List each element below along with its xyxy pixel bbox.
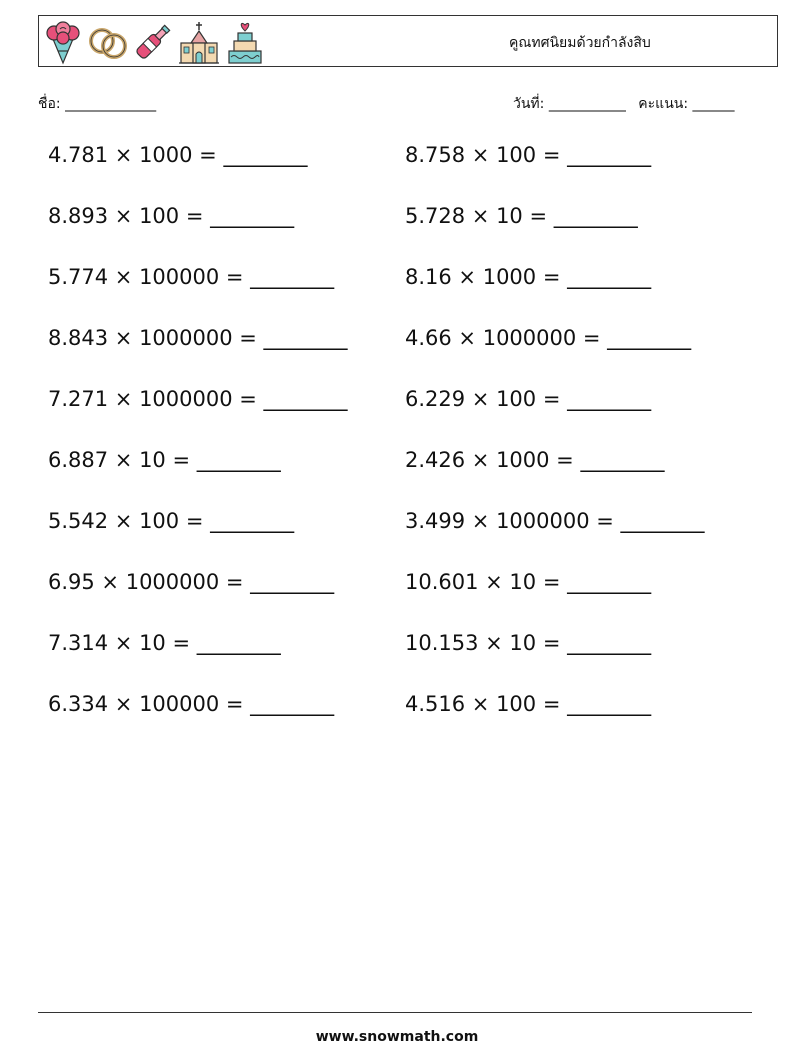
footer-website: www.snowmath.com <box>315 1029 479 1045</box>
problem-grid <box>48 143 748 753</box>
bouquet-icon <box>43 19 83 65</box>
problem-item: 3.499 × 1000000 = ________ <box>405 509 705 533</box>
problem-item: 4.781 × 1000 = ________ <box>48 143 308 167</box>
problem-item: 6.334 × 100000 = ________ <box>48 692 335 716</box>
name-field: ชื่อ: _____________ <box>38 96 157 112</box>
footer-divider <box>38 1012 752 1013</box>
problem-item: 10.601 × 10 = ________ <box>405 570 652 594</box>
problem-row <box>48 448 748 509</box>
wedding-cake-icon <box>225 19 265 65</box>
problem-item: 7.271 × 1000000 = ________ <box>48 387 348 411</box>
problem-row <box>48 326 748 387</box>
problem-item: 8.758 × 100 = ________ <box>405 143 652 167</box>
score-field: คะแนน: ______ <box>638 96 735 112</box>
worksheet-title: คูณทศนิยมด้วยกำลังสิบ <box>509 35 651 51</box>
problem-row <box>48 143 748 204</box>
worksheet-header <box>38 15 778 67</box>
problem-item: 8.893 × 100 = ________ <box>48 204 295 228</box>
problem-item: 8.16 × 1000 = ________ <box>405 265 652 289</box>
wedding-rings-icon <box>87 19 129 65</box>
problem-row <box>48 509 748 570</box>
problem-item: 6.229 × 100 = ________ <box>405 387 652 411</box>
problem-row <box>48 692 748 753</box>
problem-row <box>48 387 748 448</box>
icon-strip <box>43 18 265 66</box>
chapel-icon <box>177 19 221 65</box>
problem-item: 4.66 × 1000000 = ________ <box>405 326 692 350</box>
champagne-bottle-icon <box>133 19 173 65</box>
date-field: วันที่: ___________ <box>513 96 626 112</box>
problem-item: 5.542 × 100 = ________ <box>48 509 295 533</box>
problem-row <box>48 265 748 326</box>
problem-item: 5.774 × 100000 = ________ <box>48 265 335 289</box>
problem-row <box>48 570 748 631</box>
date-score-fields <box>513 93 735 115</box>
problem-item: 6.95 × 1000000 = ________ <box>48 570 335 594</box>
problem-item: 10.153 × 10 = ________ <box>405 631 652 655</box>
problem-row <box>48 631 748 692</box>
problem-item: 2.426 × 1000 = ________ <box>405 448 665 472</box>
problem-item: 5.728 × 10 = ________ <box>405 204 638 228</box>
problem-item: 7.314 × 10 = ________ <box>48 631 281 655</box>
problem-item: 4.516 × 100 = ________ <box>405 692 652 716</box>
problem-item: 6.887 × 10 = ________ <box>48 448 281 472</box>
problem-row <box>48 204 748 265</box>
problem-item: 8.843 × 1000000 = ________ <box>48 326 348 350</box>
